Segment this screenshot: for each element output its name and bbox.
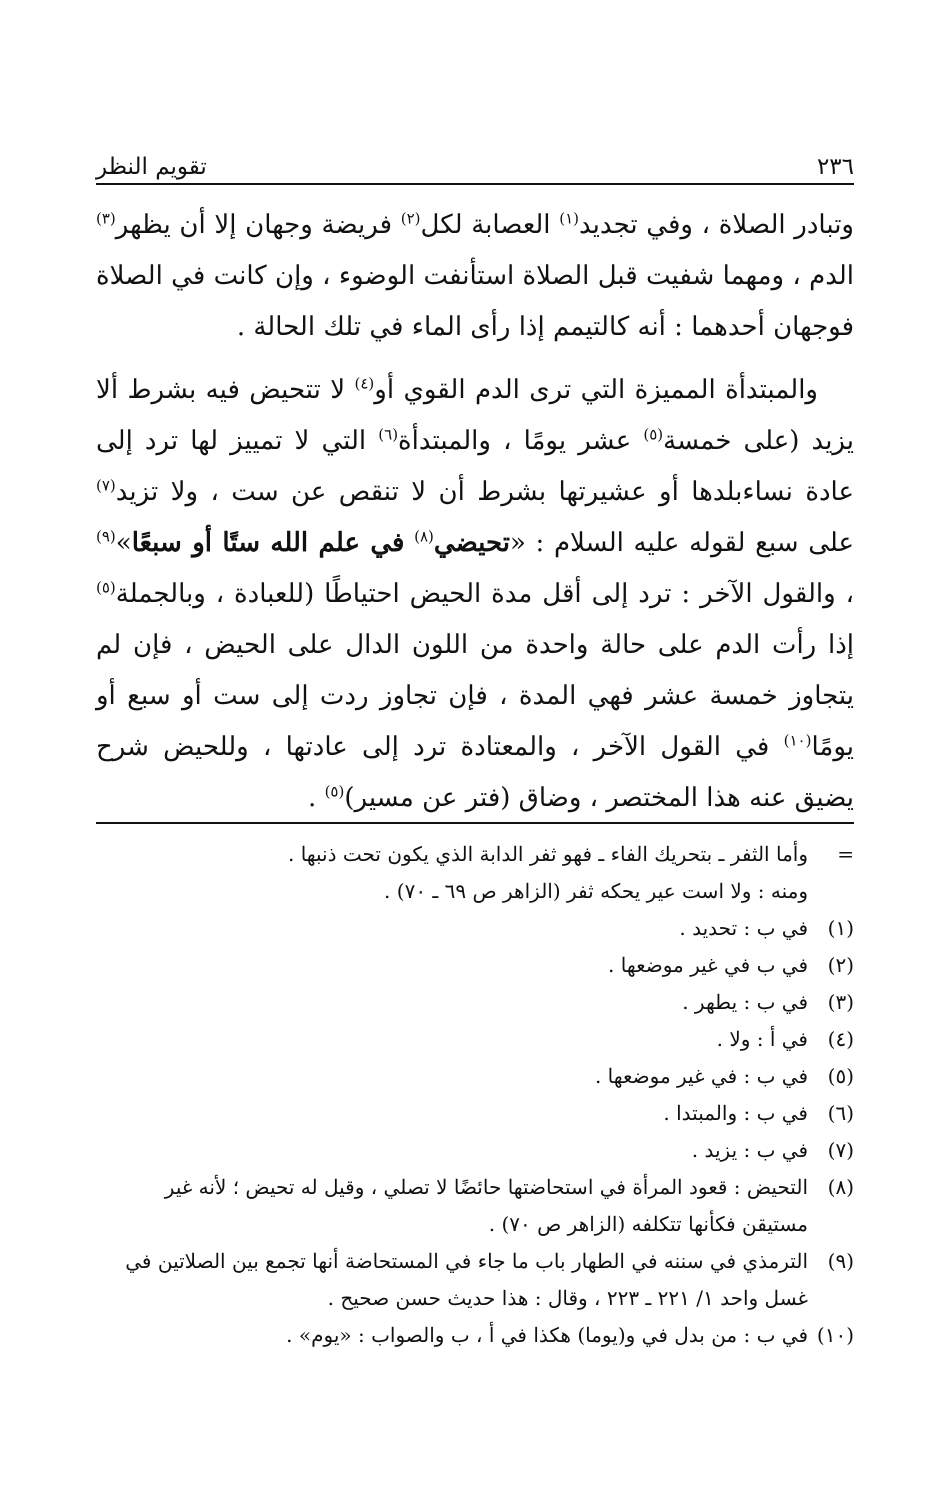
footnote-item: (١) في ب : تحديد . (679, 916, 854, 940)
footnote-ref: (٣) (96, 209, 116, 228)
paragraph-2: والمبتدأة المميزة التي ترى الدم القوي أو$^{(٤)}$ لا تتحيض فيه بشرط ألا يزيد (على خمسة$^{(٥)}$ عشر يومًا ، والمبتدأة$^{(٦)}$ التي لا تمييز لها ترد إلى عادة نساءبلدها أو عشيرتها بشرط أن لا تنقص عن ست ، ولا تزيد$^{(٧)}$ على سبع لقوله عليه السلام : «تحيضي$^{(٨)}$ في علم الله ستًا أو سبعًا»$^{(٩)}$ ، والقول الآخر : ترد إلى أقل مدة الحيض احتياطًا (للعبادة ، وبالجملة$^{(٥)}$ إذا رأت الدم على حالة واحدة من اللون الدال على الحيض ، فإن لم يتجاوز خمسة عشر فهي المدة ، فإن تجاوز ردت إلى ست أو سبع أو يومًا$^{(١٠)}$ في القول الآخر ، والمعتادة ترد إلى عادتها ، وللحيض شرح يضيق عنه هذا المختصر ، وضاق (فتر عن مسير)$^{(٥)}$ . (96, 374, 855, 813)
footnote-item: (٤) في أ : ولا . (716, 1027, 854, 1051)
hadith-text: في علم الله ستًا أو سبعًا (131, 528, 405, 558)
footnote-ref: (٨) (414, 527, 434, 546)
footnote-item: (٦) في ب : والمبتدا . (663, 1101, 854, 1125)
paragraph-1: وتبادر الصلاة ، وفي تجديد$^{(١)}$ العصابة لكل$^{(٢)}$ فريضة وجهان إلا أن يظهر$^{(٣)}$ الدم ، ومهما شفيت قبل الصلاة استأنفت الوضوء ، وإن كانت في الصلاة فوجهان أحدهما : أنه كالتيمم إذا رأى الماء في تلك الحالة . (96, 209, 854, 342)
header-rule (96, 183, 854, 185)
footnote-ref: (٥) (643, 425, 664, 444)
footnote-item: (٨) التحيض : قعود المرأة في استحاضتها حائضًا لا تصلي ، وقيل له تحيض ؛ لأنه غير مستيقن فكأنها تتكلفه (الزاهر ص ٧٠) . (164, 1175, 854, 1236)
footnote-ref: (٥) (324, 782, 345, 801)
footnote-item: (٢) في ب في غير موضعها . (608, 953, 854, 977)
footnote-item: (٧) في ب : يزيد . (691, 1138, 854, 1162)
footnote-item: (١٠) في ب : من بدل في و(يوما) هكذا في أ ، ب والصواب : «يوم» . (286, 1323, 854, 1347)
footnote-item: (٣) في ب : يطهر . (682, 990, 854, 1014)
running-header (96, 140, 854, 180)
footnote-rule (96, 822, 854, 824)
footnote-item: (٥) في ب : في غير موضعها . (594, 1064, 854, 1088)
footnote-item: (٩) الترمذي في سننه في الطهار باب ما جاء في المستحاضة أنها تجمع بين الصلاتين في غسل واحد ١/ ٢٢١ ـ ٢٢٣ ، وقال : هذا حديث حسن صحيح . (125, 1249, 854, 1310)
footnote-continuation: = وأما الثفر ـ بتحريك الفاء ـ فهو ثفر الدابة الذي يكون تحت ذنبها . (287, 842, 854, 866)
footnote-ref: (٧) (96, 476, 116, 495)
footnote-ref: (٥) (96, 578, 116, 597)
page-number: ٢٣٦ (816, 154, 854, 180)
main-text (96, 200, 854, 824)
footnote-ref: (١) (559, 209, 580, 228)
footnote-continuation: ومنه : ولا است عير يحكه ثفر (الزاهر ص ٦٩ ـ ٧٠) . (384, 879, 808, 903)
footnote-ref: (١٠) (783, 731, 812, 750)
footnote-ref: (٦) (378, 425, 399, 444)
book-title: تقويم النظر (96, 154, 207, 180)
footnote-ref: (٩) (96, 527, 116, 546)
footnotes (96, 836, 854, 1354)
hadith-text: تحيضي (433, 528, 510, 558)
footnote-ref: (٤) (354, 374, 375, 393)
footnote-ref: (٢) (400, 209, 421, 228)
